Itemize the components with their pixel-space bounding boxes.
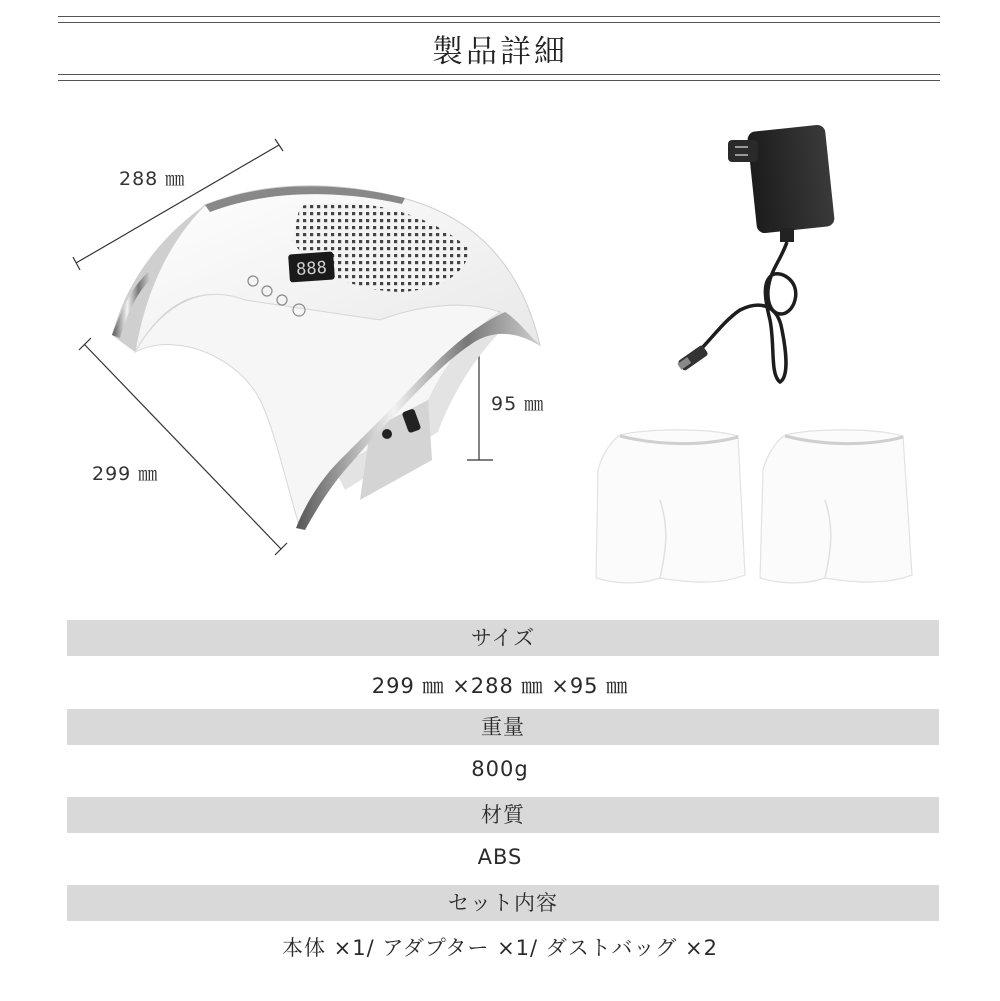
led-display: 888 (295, 257, 328, 281)
spec-label-material: 材質 (67, 797, 939, 833)
dust-bag-image (596, 430, 912, 583)
page-title: 製品詳細 (432, 34, 568, 70)
spec-value-material: ABS (477, 845, 523, 869)
spec-value-weight: 800g (471, 757, 529, 781)
spec-label-size: サイズ (67, 620, 939, 656)
nail-dust-collector-image (112, 186, 540, 530)
spec-label-weight: 重量 (67, 709, 939, 745)
dimension-depth-label: 299 ㎜ (92, 463, 159, 485)
power-socket (382, 429, 392, 439)
spec-value-contents: 本体 ×1/ アダプター ×1/ ダストバッグ ×2 (281, 936, 719, 960)
spec-value-size: 299 ㎜ ×288 ㎜ ×95 ㎜ (371, 674, 629, 698)
dimension-height-label: 95 ㎜ (491, 393, 545, 415)
dimension-width-label: 288 ㎜ (119, 168, 186, 190)
spec-label-contents: セット内容 (67, 885, 939, 921)
power-adapter-image (677, 124, 835, 382)
